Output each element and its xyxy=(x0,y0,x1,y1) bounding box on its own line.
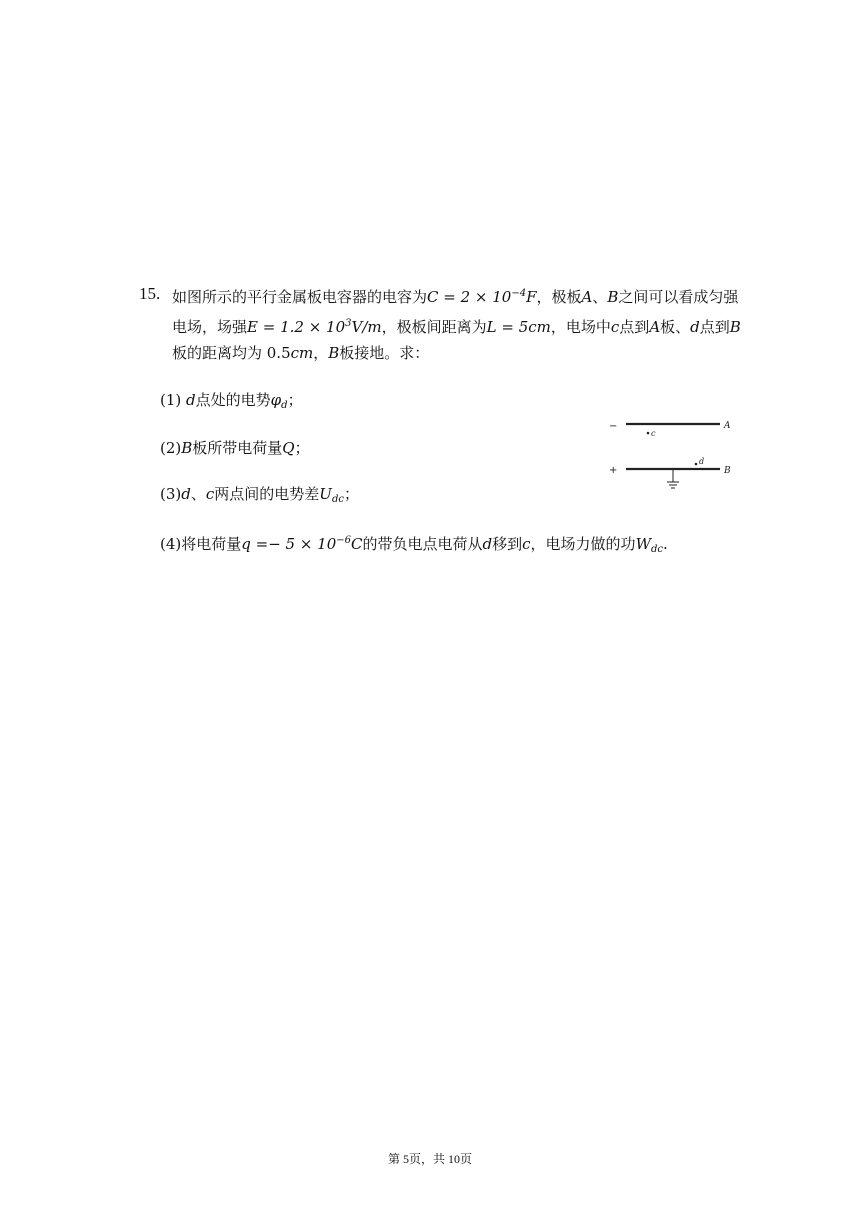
minus-sign: − xyxy=(609,421,618,432)
text: 板接地。求： xyxy=(339,344,430,362)
w-subscript: dc xyxy=(650,544,663,555)
farad-unit: F xyxy=(526,288,537,306)
text: 点到 xyxy=(619,318,650,336)
plate-b: B xyxy=(181,439,193,457)
subquestion-3 xyxy=(160,484,359,510)
point-c: c xyxy=(610,318,620,336)
page-footer: 第 5页，共 10页 xyxy=(387,1152,472,1166)
text: ，电场中 xyxy=(550,318,611,336)
text: 的带负电点电荷从 xyxy=(362,535,483,553)
capacitance-value: C = 2 × 10 xyxy=(427,288,512,306)
subquestion-2 xyxy=(160,438,310,458)
phi-symbol: φ xyxy=(270,391,282,409)
text: 如图所示的平行金属板电容器的电容为 xyxy=(172,288,428,306)
text: 板所带电荷量 xyxy=(192,439,283,457)
question-line-1 xyxy=(172,284,738,307)
text: 之间可以看成匀强 xyxy=(618,288,739,306)
point-d: d xyxy=(181,485,191,503)
point-c-dot xyxy=(647,432,650,435)
text: 点到 xyxy=(699,318,730,336)
point-c: c xyxy=(205,485,215,503)
point-d-dot xyxy=(695,463,698,466)
text: ； xyxy=(343,485,359,503)
text: ，极板间距离为 xyxy=(381,318,487,336)
text: 移到 xyxy=(492,535,523,553)
coulomb-unit: C xyxy=(351,535,363,553)
capacitance xyxy=(427,288,537,306)
field-strength xyxy=(247,318,382,336)
plate-b-label: B xyxy=(607,288,619,306)
phi-subscript: d xyxy=(281,400,288,411)
subquestion-number: (3) xyxy=(160,485,182,503)
text: ，电场力做的功 xyxy=(530,535,636,553)
field-unit: V/m xyxy=(351,318,382,336)
cm-unit: cm xyxy=(290,344,314,362)
text: 、 xyxy=(190,485,206,503)
ground-symbol xyxy=(667,469,679,488)
subquestion-number: (1) xyxy=(160,391,187,409)
plate-a-label: A xyxy=(581,288,593,306)
charge-exponent: −6 xyxy=(336,535,352,546)
text: . xyxy=(663,535,668,553)
subquestion-number: (2) xyxy=(160,439,182,457)
work-symbol xyxy=(636,535,663,553)
text: 点处的电势 xyxy=(195,391,271,409)
text: 两点间的电势差 xyxy=(214,485,320,503)
plate-b: B xyxy=(328,344,340,362)
plate-a: A xyxy=(649,318,661,336)
point-c: c xyxy=(522,535,531,553)
question-line-3 xyxy=(172,343,429,363)
subquestion-4 xyxy=(160,531,668,560)
text: 、 xyxy=(592,288,608,306)
text: ，极板 xyxy=(536,288,582,306)
w-symbol: W xyxy=(635,535,651,553)
text: ， xyxy=(313,344,329,362)
question-line-2 xyxy=(172,314,741,337)
charge-symbol: Q xyxy=(282,439,295,457)
point-d: d xyxy=(482,535,493,553)
text: ； xyxy=(294,439,310,457)
plate-b: B xyxy=(729,318,741,336)
text: 板、 xyxy=(660,318,691,336)
point-c-label: c xyxy=(651,429,656,438)
charge-expression: q =− 5 × 10 xyxy=(241,535,337,553)
charge-value xyxy=(241,535,362,553)
text: ； xyxy=(287,391,303,409)
point-d: d xyxy=(186,391,196,409)
plate-a-label: A xyxy=(724,421,731,431)
u-subscript: dc xyxy=(331,494,344,505)
point-d-label: d xyxy=(699,457,705,466)
capacitor-diagram xyxy=(606,412,740,496)
problem-number: 15. xyxy=(139,284,161,303)
subquestion-1 xyxy=(160,390,303,416)
voltage-symbol xyxy=(319,485,344,503)
field-exponent: 3 xyxy=(345,318,352,329)
point-d: d xyxy=(690,318,700,336)
plus-sign: + xyxy=(609,465,618,476)
subquestion-number: (4)将电荷量 xyxy=(160,535,242,553)
capacitance-exponent: −4 xyxy=(511,288,527,299)
text: 电场，场强 xyxy=(172,318,248,336)
field-value: E = 1.2 × 10 xyxy=(247,318,346,336)
text: 板的距离均为 0.5 xyxy=(172,344,291,362)
u-symbol: U xyxy=(319,485,332,503)
plate-distance: L = 5cm xyxy=(486,318,551,336)
potential-symbol xyxy=(271,391,288,409)
plate-b-label: B xyxy=(724,466,731,476)
